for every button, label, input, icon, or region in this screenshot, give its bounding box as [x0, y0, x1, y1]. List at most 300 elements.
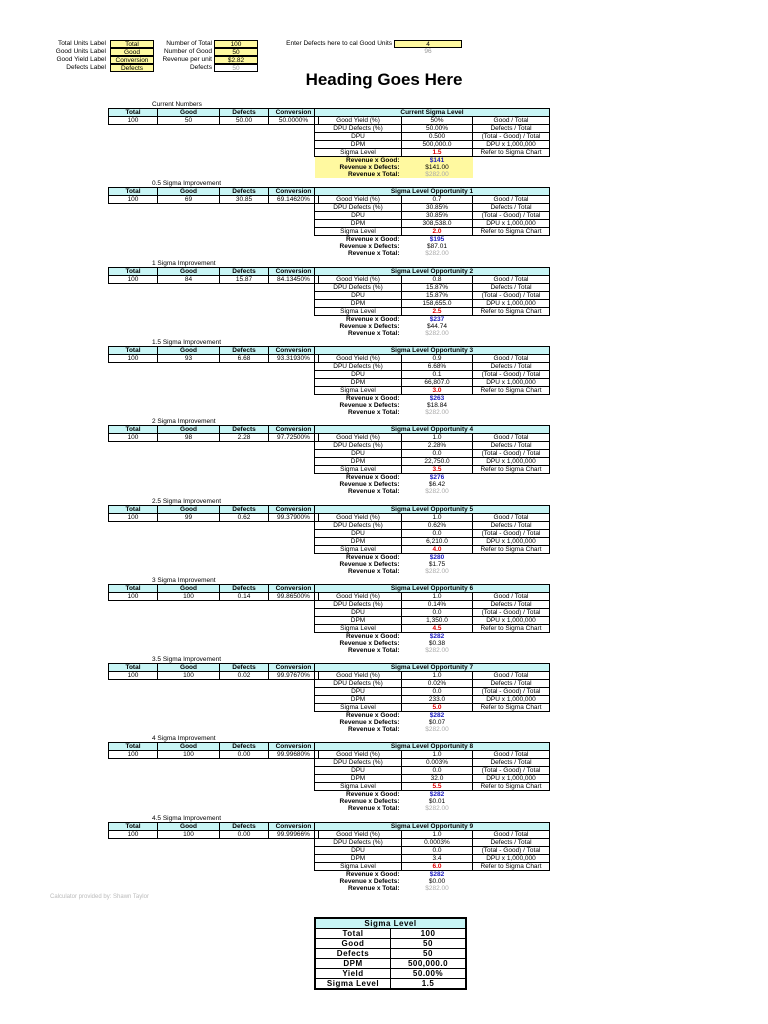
sigma-row-formula: Good / Total: [473, 196, 550, 204]
sigma-row-value: 0.9: [402, 355, 473, 363]
sigma-row-label: Good Yield (%): [315, 514, 402, 522]
sigma-row-value: 3.4: [402, 855, 473, 863]
revenue-label: Revenue x Good:: [346, 633, 400, 640]
sigma-row-formula: Defects / Total: [473, 284, 550, 292]
sigma-row-label: DPU Defects (%): [315, 284, 402, 292]
sigma-table-title: Sigma Level Opportunity 2: [315, 268, 550, 276]
sigma-row-formula: Good / Total: [473, 434, 550, 442]
revenue-value: $282.00: [425, 488, 449, 495]
sigma-row-value: 6.0: [402, 863, 473, 871]
summary-value: 50.00%: [391, 969, 467, 979]
col-header: Conversion: [269, 585, 319, 593]
sigma-row-formula: (Total - Good) / Total: [473, 292, 550, 300]
sigma-row-formula: Good / Total: [473, 276, 550, 284]
sigma-row-value: 5.5: [402, 783, 473, 791]
section-title: 2.5 Sigma Improvement: [152, 498, 222, 505]
sigma-table: [314, 663, 550, 733]
table-cell: 99.97670%: [269, 672, 319, 680]
sigma-row-formula: Refer to Sigma Chart: [473, 625, 550, 633]
col-header: Total: [109, 823, 158, 831]
sigma-row-formula: DPU x 1,000,000: [473, 458, 550, 466]
sigma-table-title: Sigma Level Opportunity 5: [315, 506, 550, 514]
sigma-row-value: 66,807.0: [402, 379, 473, 387]
sigma-row-value: 0.0: [402, 767, 473, 775]
table-cell: 50: [158, 117, 220, 125]
spacer-cell: [473, 719, 550, 726]
sigma-table: [314, 584, 550, 654]
sigma-table: [314, 267, 550, 337]
sigma-row-value: 1.0: [402, 593, 473, 601]
sigma-row-formula: (Total - Good) / Total: [473, 767, 550, 775]
spacer-cell: [473, 726, 550, 733]
sigma-row-value: 15.87%: [402, 284, 473, 292]
table-cell: 100: [109, 672, 158, 680]
revenue-label: Revenue x Total:: [347, 726, 400, 733]
sigma-row-label: Sigma Level: [315, 625, 402, 633]
sigma-row-formula: Defects / Total: [473, 442, 550, 450]
revenue-label: Revenue x Defects:: [339, 640, 400, 647]
sigma-row-value: 0.0: [402, 847, 473, 855]
col-header: Conversion: [269, 109, 319, 117]
number-of-total-caption: Number of Total: [166, 40, 212, 47]
sigma-row-label: Sigma Level: [315, 783, 402, 791]
numbers-table: [108, 187, 319, 204]
revenue-label: Revenue x Defects:: [339, 323, 400, 330]
table-cell: 69.14620%: [269, 196, 319, 204]
revenue-label: Revenue x Good:: [346, 316, 400, 323]
col-header: Conversion: [269, 823, 319, 831]
section-title: 1 Sigma Improvement: [152, 260, 216, 267]
sigma-row-label: Good Yield (%): [315, 355, 402, 363]
spacer-cell: [473, 323, 550, 330]
revenue-value: $282.00: [402, 171, 473, 178]
summary-label: Total: [315, 929, 391, 939]
sigma-row-formula: DPU x 1,000,000: [473, 220, 550, 228]
defects-label-input[interactable]: Defects: [110, 64, 154, 72]
sigma-row-label: DPM: [315, 379, 402, 387]
sigma-row-formula: Refer to Sigma Chart: [473, 546, 550, 554]
table-cell: 100: [109, 276, 158, 284]
sigma-row-label: Good Yield (%): [315, 117, 402, 125]
sigma-row-label: DPM: [315, 458, 402, 466]
col-header: Defects: [220, 109, 269, 117]
section-title: 2 Sigma Improvement: [152, 418, 216, 425]
sigma-row-formula: Defects / Total: [473, 839, 550, 847]
spacer-cell: [473, 402, 550, 409]
spacer-cell: [473, 481, 550, 488]
sigma-row-value: 500,000.0: [402, 141, 473, 149]
spacer-cell: [473, 871, 550, 879]
sigma-row-label: Good Yield (%): [315, 196, 402, 204]
total-units-label-input[interactable]: Total: [110, 40, 154, 48]
table-cell: 50.0000%: [269, 117, 319, 125]
summary-label: Yield: [315, 969, 391, 979]
col-header: Good: [158, 426, 220, 434]
sigma-row-value: 6,210.0: [402, 538, 473, 546]
sigma-row-value: 233.0: [402, 696, 473, 704]
sigma-table: [314, 187, 550, 257]
revenue-value: $282.00: [425, 885, 449, 892]
sigma-row-label: DPU: [315, 847, 402, 855]
sigma-row-value: 30.85%: [402, 204, 473, 212]
revenue-value: $282.00: [425, 647, 449, 654]
spacer-cell: [473, 395, 550, 403]
numbers-table: [108, 425, 319, 442]
defects-value: 50: [214, 64, 258, 72]
sigma-row-formula: DPU x 1,000,000: [473, 538, 550, 546]
sigma-row-formula: DPU x 1,000,000: [473, 141, 550, 149]
table-cell: 15.87: [220, 276, 269, 284]
revenue-label: Revenue x Good:: [346, 474, 400, 481]
enter-defects-good-units: 96: [424, 48, 432, 55]
col-header: Conversion: [269, 347, 319, 355]
col-header: Good: [158, 268, 220, 276]
table-cell: 0.62: [220, 514, 269, 522]
sigma-row-label: DPM: [315, 141, 402, 149]
col-header: Good: [158, 506, 220, 514]
sigma-table-title: Current Sigma Level: [315, 109, 550, 117]
sigma-row-formula: Defects / Total: [473, 601, 550, 609]
sigma-row-value: 0.0: [402, 530, 473, 538]
sigma-row-value: 50.00%: [402, 125, 473, 133]
sigma-row-label: Sigma Level: [315, 149, 402, 157]
revenue-per-unit-input[interactable]: $2.82: [214, 56, 258, 64]
table-cell: 100: [158, 751, 220, 759]
sigma-row-formula: (Total - Good) / Total: [473, 688, 550, 696]
spacer-cell: [473, 554, 550, 562]
sigma-row-value: 0.0: [402, 450, 473, 458]
sigma-row-formula: Good / Total: [473, 514, 550, 522]
sigma-row-value: 0.14%: [402, 601, 473, 609]
table-cell: 99.99966%: [269, 831, 319, 839]
sigma-row-value: 2.0: [402, 228, 473, 236]
col-header: Defects: [220, 823, 269, 831]
revenue-value: $44.74: [427, 323, 447, 330]
sigma-row-value: 15.87%: [402, 292, 473, 300]
sigma-row-formula: (Total - Good) / Total: [473, 609, 550, 617]
col-header: Total: [109, 743, 158, 751]
sigma-row-formula: (Total - Good) / Total: [473, 450, 550, 458]
number-of-total-input[interactable]: 100: [214, 40, 258, 48]
col-header: Good: [158, 347, 220, 355]
table-cell: 0.02: [220, 672, 269, 680]
sigma-table-title: Sigma Level Opportunity 7: [315, 664, 550, 672]
table-cell: 97.72500%: [269, 434, 319, 442]
section-title: 4.5 Sigma Improvement: [152, 815, 222, 822]
sigma-row-label: DPM: [315, 538, 402, 546]
spacer-cell: [473, 805, 550, 812]
col-header: Total: [109, 109, 158, 117]
sigma-row-formula: Refer to Sigma Chart: [473, 387, 550, 395]
table-cell: 100: [109, 355, 158, 363]
spacer-cell: [473, 633, 550, 641]
sigma-row-value: 0.500: [402, 133, 473, 141]
numbers-table: [108, 742, 319, 759]
spacer-cell: [473, 712, 550, 720]
table-cell: 69: [158, 196, 220, 204]
table-cell: 84.13450%: [269, 276, 319, 284]
table-cell: 84: [158, 276, 220, 284]
revenue-value: $282.00: [425, 409, 449, 416]
revenue-value: $282.00: [425, 805, 449, 812]
sigma-table-title: Sigma Level Opportunity 4: [315, 426, 550, 434]
numbers-table: [108, 267, 319, 284]
summary-table: [314, 917, 467, 990]
revenue-value: $1.75: [428, 561, 446, 568]
sigma-row-formula: Refer to Sigma Chart: [473, 308, 550, 316]
good-units-label-caption: Good Units Label: [55, 48, 106, 55]
sigma-row-value: 1,350.0: [402, 617, 473, 625]
credit-text: Calculator provided by: Shawn Taylor: [50, 894, 149, 900]
sigma-row-value: 0.8: [402, 276, 473, 284]
col-header: Good: [158, 664, 220, 672]
good-units-label-input[interactable]: Good: [110, 48, 154, 56]
spacer-cell: [473, 885, 550, 892]
table-cell: 100: [158, 672, 220, 680]
sigma-row-value: 0.0: [402, 688, 473, 696]
sigma-row-value: 0.0: [402, 609, 473, 617]
number-of-good-input[interactable]: 50: [214, 48, 258, 56]
sigma-row-value: 1.0: [402, 514, 473, 522]
sigma-row-formula: DPU x 1,000,000: [473, 775, 550, 783]
sigma-row-label: Good Yield (%): [315, 831, 402, 839]
revenue-value: $282.00: [425, 568, 449, 575]
sigma-row-label: Sigma Level: [315, 308, 402, 316]
sigma-row-label: DPM: [315, 775, 402, 783]
sigma-row-formula: Good / Total: [473, 672, 550, 680]
table-cell: 50.00: [220, 117, 269, 125]
spacer-cell: [473, 640, 550, 647]
sigma-row-formula: DPU x 1,000,000: [473, 617, 550, 625]
col-header: Total: [109, 426, 158, 434]
revenue-label: Revenue x Total:: [347, 330, 400, 337]
revenue-label: Revenue x Total:: [347, 647, 400, 654]
col-header: Total: [109, 347, 158, 355]
sigma-table-title: Sigma Level Opportunity 1: [315, 188, 550, 196]
numbers-table: [108, 505, 319, 522]
numbers-table: [108, 108, 319, 125]
col-header: Good: [158, 585, 220, 593]
sigma-table-title: Sigma Level Opportunity 6: [315, 585, 550, 593]
sigma-row-formula: Good / Total: [473, 117, 550, 125]
table-cell: 99.99680%: [269, 751, 319, 759]
summary-label: Good: [315, 939, 391, 949]
sigma-row-formula: Good / Total: [473, 593, 550, 601]
revenue-value: $18.84: [427, 402, 447, 409]
sigma-row-value: 3.5: [402, 466, 473, 474]
revenue-value: $0.07: [428, 719, 446, 726]
summary-label: Sigma Level: [315, 979, 391, 990]
revenue-label: Revenue x Defects:: [339, 561, 400, 568]
summary-value: 100: [391, 929, 467, 939]
revenue-label: Revenue x Good:: [315, 157, 402, 165]
revenue-label: Revenue x Good:: [346, 791, 400, 798]
table-cell: 100: [109, 196, 158, 204]
sigma-row-value: 158,655.0: [402, 300, 473, 308]
revenue-value: $280: [429, 554, 445, 561]
revenue-value: $141.00: [402, 164, 473, 171]
spacer-cell: [473, 878, 550, 885]
sigma-row-formula: DPU x 1,000,000: [473, 696, 550, 704]
spacer-cell: [473, 316, 550, 324]
sigma-row-formula: Refer to Sigma Chart: [473, 228, 550, 236]
sigma-row-label: Sigma Level: [315, 466, 402, 474]
revenue-value: $141: [402, 157, 473, 165]
sigma-row-label: DPU: [315, 212, 402, 220]
sigma-row-label: Sigma Level: [315, 228, 402, 236]
spacer-cell: [473, 647, 550, 654]
sigma-row-label: DPM: [315, 696, 402, 704]
table-cell: 100: [158, 831, 220, 839]
col-header: Conversion: [269, 268, 319, 276]
defects-caption: Defects: [189, 64, 212, 71]
sigma-row-label: Sigma Level: [315, 704, 402, 712]
sigma-row-label: DPU: [315, 530, 402, 538]
revenue-value: $87.01: [427, 243, 447, 250]
enter-defects-caption: Enter Defects here to cal Good Units: [286, 40, 392, 47]
sigma-row-label: DPU Defects (%): [315, 442, 402, 450]
sigma-row-label: Good Yield (%): [315, 751, 402, 759]
sigma-table: [314, 822, 550, 892]
sigma-row-formula: DPU x 1,000,000: [473, 379, 550, 387]
summary-label: DPM: [315, 959, 391, 969]
revenue-label: Revenue x Total:: [347, 568, 400, 575]
section-title: 0.5 Sigma Improvement: [152, 180, 222, 187]
col-header: Good: [158, 823, 220, 831]
col-header: Defects: [220, 268, 269, 276]
revenue-label: Revenue x Total:: [347, 885, 400, 892]
sigma-row-value: 0.62%: [402, 522, 473, 530]
sigma-row-formula: Good / Total: [473, 355, 550, 363]
sigma-row-label: DPU Defects (%): [315, 522, 402, 530]
revenue-label: Revenue x Total:: [347, 409, 400, 416]
sigma-row-formula: Defects / Total: [473, 125, 550, 133]
revenue-label: Revenue x Good:: [346, 395, 400, 402]
number-of-good-caption: Number of Good: [163, 48, 212, 55]
table-cell: 100: [109, 831, 158, 839]
section-title: Current Numbers: [152, 101, 202, 108]
table-cell: 0.00: [220, 751, 269, 759]
sigma-table-title: Sigma Level Opportunity 9: [315, 823, 550, 831]
revenue-value: $0.01: [428, 798, 446, 805]
sigma-row-label: Sigma Level: [315, 387, 402, 395]
sigma-row-label: Sigma Level: [315, 863, 402, 871]
sigma-row-formula: Refer to Sigma Chart: [473, 704, 550, 712]
revenue-label: Revenue x Total:: [347, 488, 400, 495]
sigma-table: [314, 742, 550, 812]
sigma-row-formula: (Total - Good) / Total: [473, 212, 550, 220]
revenue-label: Revenue x Good:: [346, 236, 400, 243]
summary-value: 500,000.0: [391, 959, 467, 969]
sigma-row-value: 5.0: [402, 704, 473, 712]
sigma-row-formula: Defects / Total: [473, 680, 550, 688]
revenue-per-unit-caption: Revenue per unit: [162, 56, 212, 63]
sigma-row-label: DPU: [315, 767, 402, 775]
sigma-row-value: 32.0: [402, 775, 473, 783]
col-header: Defects: [220, 347, 269, 355]
sigma-row-value: 2.28%: [402, 442, 473, 450]
table-cell: 100: [158, 593, 220, 601]
col-header: Total: [109, 585, 158, 593]
section-title: 1.5 Sigma Improvement: [152, 339, 222, 346]
spacer-cell: [473, 488, 550, 495]
sigma-row-label: Good Yield (%): [315, 276, 402, 284]
sigma-row-formula: Good / Total: [473, 751, 550, 759]
good-yield-label-input[interactable]: Conversion: [110, 56, 154, 64]
numbers-table: [108, 663, 319, 680]
spacer-cell: [473, 791, 550, 799]
section-title: 3.5 Sigma Improvement: [152, 656, 222, 663]
sigma-row-label: DPM: [315, 220, 402, 228]
revenue-value: $263: [429, 395, 445, 402]
col-header: Defects: [220, 426, 269, 434]
sigma-row-value: 1.0: [402, 672, 473, 680]
revenue-value: $276: [429, 474, 445, 481]
col-header: Defects: [220, 188, 269, 196]
sigma-row-label: Good Yield (%): [315, 672, 402, 680]
sigma-row-formula: Defects / Total: [473, 759, 550, 767]
sigma-row-value: 0.0003%: [402, 839, 473, 847]
sigma-row-label: DPU Defects (%): [315, 680, 402, 688]
col-header: Good: [158, 188, 220, 196]
sigma-table-title: Sigma Level Opportunity 3: [315, 347, 550, 355]
spacer-cell: [473, 164, 550, 171]
sigma-row-formula: DPU x 1,000,000: [473, 855, 550, 863]
revenue-value: $282: [429, 712, 445, 719]
col-header: Conversion: [269, 426, 319, 434]
sigma-row-formula: Refer to Sigma Chart: [473, 466, 550, 474]
sigma-row-formula: Refer to Sigma Chart: [473, 863, 550, 871]
spacer-cell: [473, 798, 550, 805]
numbers-table: [108, 584, 319, 601]
table-cell: 99.37900%: [269, 514, 319, 522]
sigma-row-value: 0.003%: [402, 759, 473, 767]
revenue-label: Revenue x Good:: [346, 712, 400, 719]
revenue-value: $6.42: [428, 481, 446, 488]
table-cell: 0.00: [220, 831, 269, 839]
col-header: Conversion: [269, 664, 319, 672]
revenue-label: Revenue x Total:: [315, 171, 402, 178]
revenue-value: $282.00: [425, 250, 449, 257]
sigma-row-label: DPM: [315, 617, 402, 625]
sigma-row-label: DPU: [315, 609, 402, 617]
sigma-row-label: Good Yield (%): [315, 434, 402, 442]
sigma-table: [314, 346, 550, 416]
spacer-cell: [473, 171, 550, 178]
sigma-row-value: 4.0: [402, 546, 473, 554]
table-cell: 100: [109, 593, 158, 601]
col-header: Conversion: [269, 506, 319, 514]
sigma-row-label: DPM: [315, 855, 402, 863]
sigma-row-label: DPU: [315, 292, 402, 300]
page-heading: Heading Goes Here: [305, 70, 463, 89]
summary-label: Defects: [315, 949, 391, 959]
sigma-row-value: 6.68%: [402, 363, 473, 371]
revenue-label: Revenue x Total:: [347, 250, 400, 257]
sigma-row-formula: (Total - Good) / Total: [473, 371, 550, 379]
sigma-row-value: 22,750.0: [402, 458, 473, 466]
table-cell: 0.14: [220, 593, 269, 601]
table-cell: 2.28: [220, 434, 269, 442]
sigma-row-value: 0.1: [402, 371, 473, 379]
enter-defects-input[interactable]: 4: [394, 40, 462, 48]
sigma-row-value: 2.5: [402, 308, 473, 316]
revenue-label: Revenue x Defects:: [339, 798, 400, 805]
sigma-row-value: 4.5: [402, 625, 473, 633]
sigma-row-label: DPU: [315, 371, 402, 379]
col-header: Defects: [220, 585, 269, 593]
table-cell: 100: [109, 434, 158, 442]
